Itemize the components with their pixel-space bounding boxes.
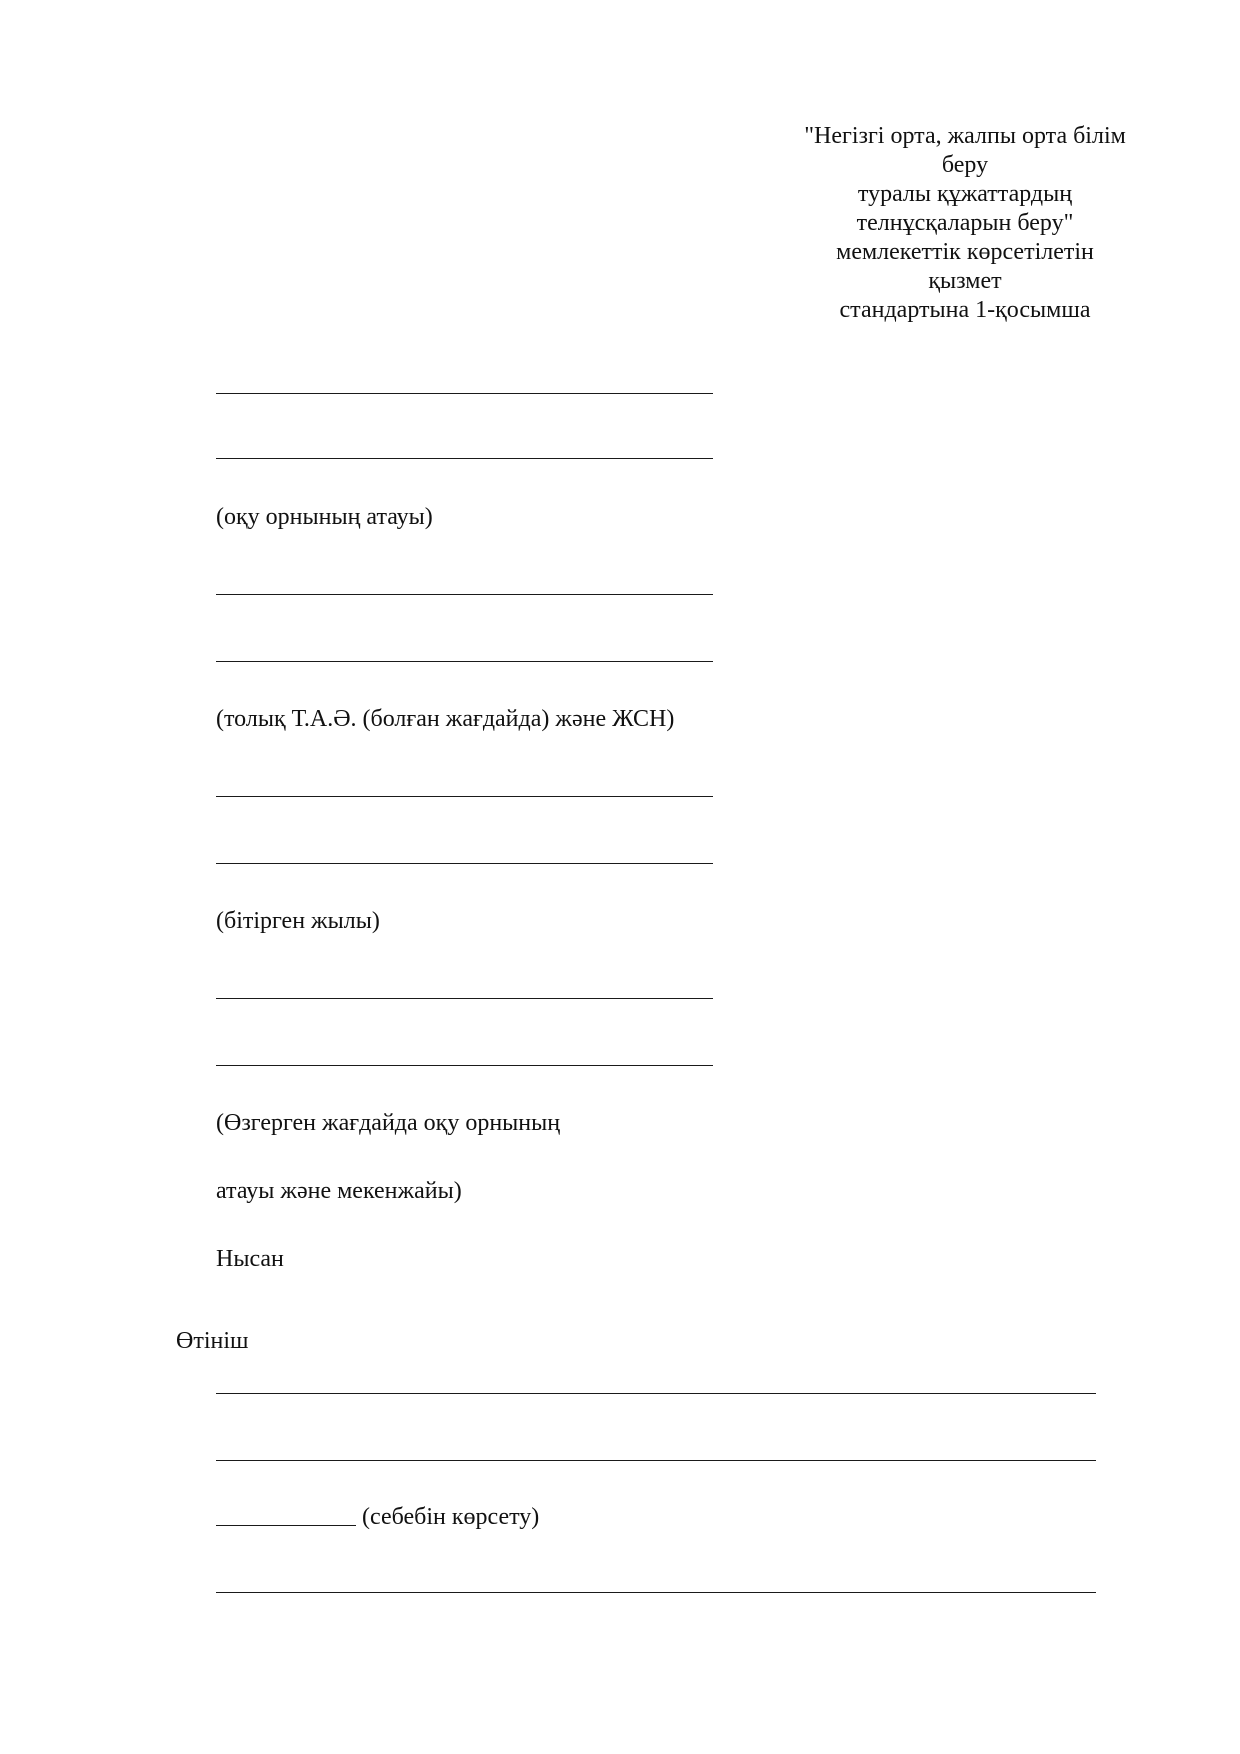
reason-row <box>216 1503 539 1531</box>
graduation-label: (бітірген жылы) <box>216 908 380 934</box>
annex-header <box>775 122 1155 325</box>
application-title: Өтініш <box>176 1328 249 1354</box>
form-word: Нысан <box>216 1246 284 1272</box>
header-line-6: қызмет <box>928 268 1002 294</box>
institution-label: (оқу орнының атауы) <box>216 504 433 530</box>
application-blank-line-1[interactable] <box>216 1393 1096 1394</box>
changed-label-line-1: (Өзгерген жағдайда оқу орнының <box>216 1110 561 1136</box>
changed-blank-line-2[interactable] <box>216 1065 713 1066</box>
institution-blank-line-1[interactable] <box>216 393 713 394</box>
fullname-blank-line-2[interactable] <box>216 661 713 662</box>
header-line-2: беру <box>941 152 989 178</box>
graduation-blank-line-2[interactable] <box>216 863 713 864</box>
fullname-blank-line-1[interactable] <box>216 594 713 595</box>
institution-blank-line-2[interactable] <box>216 458 713 459</box>
reason-blank[interactable] <box>216 1503 356 1526</box>
header-line-1: "Негізгі орта, жалпы орта білім <box>804 123 1126 149</box>
changed-label-line-2: атауы және мекенжайы) <box>216 1178 462 1204</box>
application-blank-line-2[interactable] <box>216 1460 1096 1461</box>
reason-label: (себебін көрсету) <box>362 1504 540 1530</box>
fullname-label: (толық Т.А.Ә. (болған жағдайда) және ЖСН) <box>216 706 675 732</box>
header-line-5: мемлекеттік көрсетілетін <box>836 239 1094 265</box>
graduation-blank-line-1[interactable] <box>216 796 713 797</box>
changed-blank-line-1[interactable] <box>216 998 713 999</box>
header-line-4: телнұсқаларын беру" <box>856 210 1074 236</box>
header-line-7: стандартына 1-қосымша <box>839 297 1091 323</box>
application-blank-line-3[interactable] <box>216 1592 1096 1593</box>
header-line-3: туралы құжаттардың <box>857 181 1073 207</box>
